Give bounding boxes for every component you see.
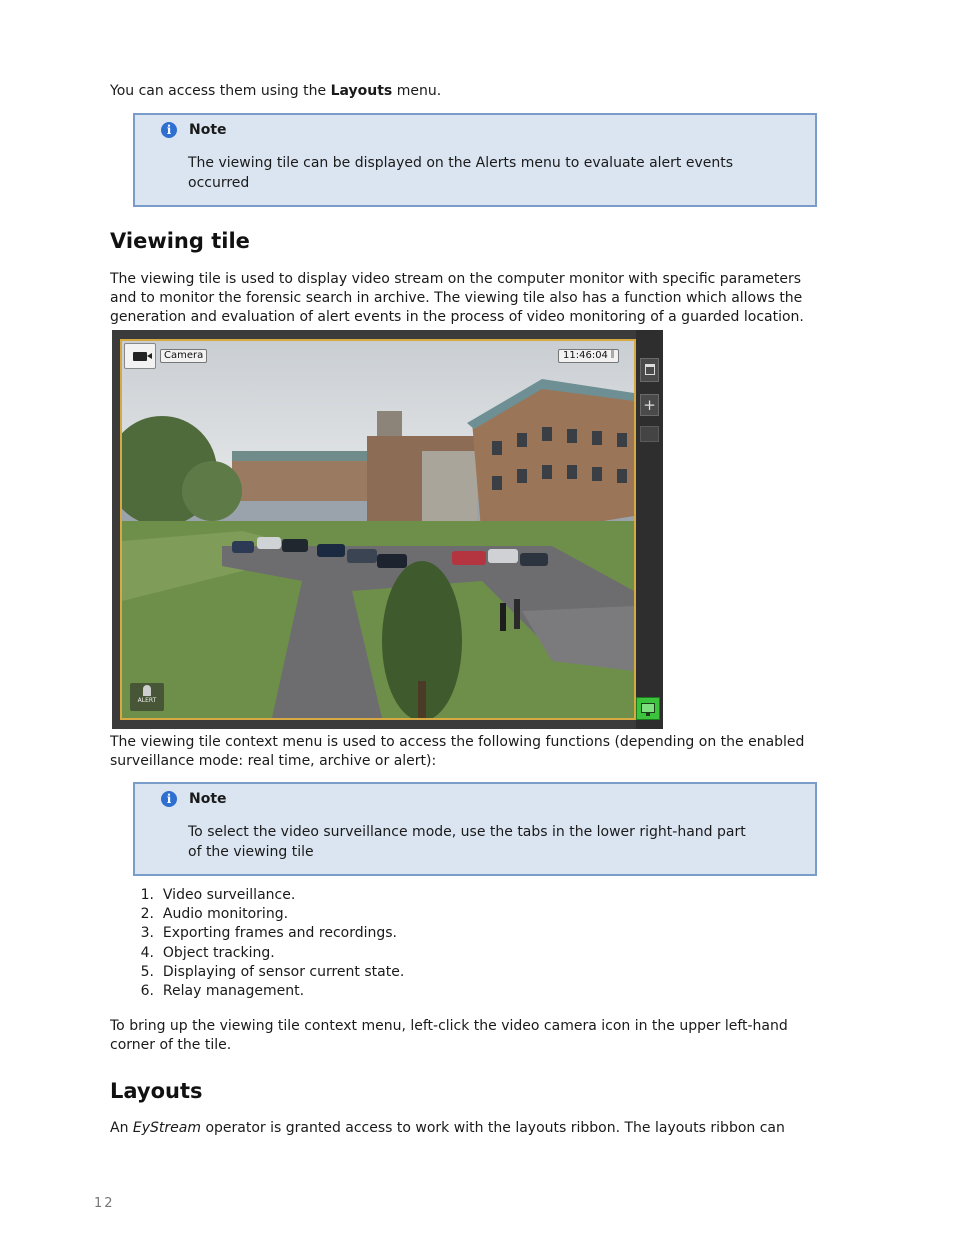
alert-icon — [143, 685, 151, 696]
list-item: 6. Relay management. — [140, 983, 305, 1000]
list-item: 5. Displaying of sensor current state. — [140, 963, 405, 980]
layouts-menu-name: Layouts — [330, 83, 393, 99]
note-title: Note — [189, 122, 227, 138]
viewing-tile-screenshot — [112, 330, 663, 729]
info-icon: i — [161, 122, 177, 138]
layouts-paragraph: An EyStream operator is granted access to work with the layouts ribbon. The layouts ribbon can — [110, 1120, 785, 1136]
camera-scene — [122, 341, 634, 718]
water-tower — [377, 411, 402, 436]
list-item: 2. Audio monitoring. — [140, 906, 289, 923]
video-camera-icon — [133, 352, 147, 361]
list-item: 4. Object tracking. — [140, 944, 275, 961]
context-menu-paragraph: The viewing tile context menu is used to access the following functions (depending on the enabled surveillance mode: real time, archive or alert): — [110, 734, 805, 769]
list-item: 1. Video surveillance. — [140, 887, 296, 903]
section-heading-layouts: Layouts — [110, 1079, 203, 1103]
note-text: To select the video surveillance mode, use the tabs in the lower right-hand part of the viewing tile — [188, 824, 746, 860]
note-box — [133, 782, 817, 876]
pedestrian — [500, 603, 506, 631]
product-name: EyStream — [132, 1120, 201, 1136]
note-header — [161, 120, 227, 140]
alert-button[interactable]: ALERT — [130, 683, 164, 711]
note-text: The viewing tile can be displayed on the Alerts menu to evaluate alert events occurred — [188, 155, 734, 191]
note-box — [133, 113, 817, 207]
intro-paragraph: You can access them using the Layouts menu. — [110, 83, 442, 99]
time-badge: 11:46:04 — [558, 349, 619, 363]
note-header — [161, 789, 227, 809]
add-button[interactable] — [640, 394, 659, 416]
bring-up-paragraph: To bring up the viewing tile context menu, left-click the video camera icon in the upper left-hand corner of the tile. — [110, 1018, 788, 1053]
tile-sidebar — [636, 330, 663, 729]
viewing-tile-paragraph: The viewing tile is used to display video stream on the computer monitor with specific parameters and to monitor the forensic search in archive. The viewing tile also has a function which allows the generation and evaluation of alert events in the process of video monitoring of a guarded location. — [110, 271, 804, 325]
section-heading-viewing-tile: Viewing tile — [110, 229, 250, 253]
note-title: Note — [189, 791, 227, 807]
monitor-tab-button[interactable] — [636, 697, 660, 720]
info-icon: i — [161, 791, 177, 807]
window-icon — [645, 364, 655, 375]
camera-icon-button[interactable] — [124, 343, 156, 369]
maximize-button[interactable] — [640, 358, 659, 382]
plus-icon: + — [643, 396, 656, 414]
low-building — [232, 456, 372, 501]
camera-label[interactable]: Camera — [160, 349, 207, 363]
video-frame — [120, 339, 636, 720]
functions-list — [130, 886, 404, 1001]
list-item: 3. Exporting frames and recordings. — [140, 925, 397, 942]
pedestrian — [514, 599, 520, 629]
page-number: 12 — [94, 1196, 115, 1211]
sidebar-slot[interactable] — [640, 426, 659, 442]
monitor-icon — [641, 703, 655, 713]
